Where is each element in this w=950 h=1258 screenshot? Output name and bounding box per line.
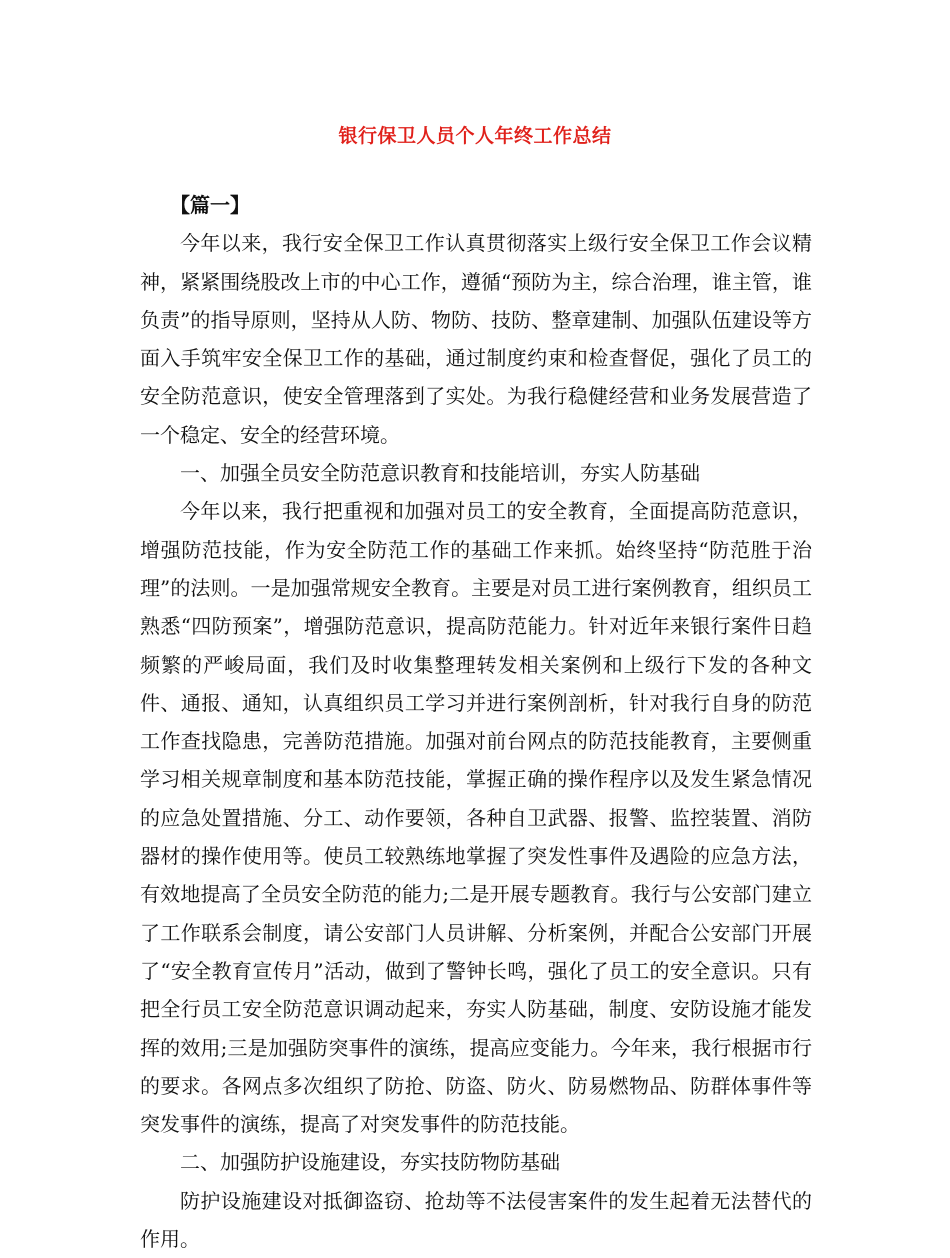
paragraph-section-2: 防护设施建设对抵御盗窃、抢劫等不法侵害案件的发生起着无法替代的作用。: [140, 1188, 812, 1252]
document-body: [140, 186, 812, 1258]
section-label: 【篇一】: [170, 193, 250, 217]
heading-section-2: 二、加强防护设施建设，夯实技防物防基础: [180, 1150, 560, 1175]
paragraph-intro: 今年以来，我行安全保卫工作认真贯彻落实上级行安全保卫工作会议精神，紧紧围绕股改上市的中心工作，遵循“预防为主，综合治理，谁主管，谁负责”的指导原则，坚持从人防、物防、技防、整章建制、加强队伍建设等方面入手筑牢安全保卫工作的基础，通过制度约束和检查督促，强化了员工的安全防范意识，使安全管理落到了实处。为我行稳健经营和业务发展营造了一个稳定、安全的经营环境。: [140, 231, 812, 447]
paragraph-section-1: 今年以来，我行把重视和加强对员工的安全教育，全面提高防范意识，增强防范技能，作为安全防范工作的基础工作来抓。始终坚持“防范胜于治理”的法则。一是加强常规安全教育。主要是对员工进行案例教育，组织员工熟悉“四防预案”，增强防范意识，提高防范能力。针对近年来银行案件日趋频繁的严峻局面，我们及时收集整理转发相关案例和上级行下发的各种文件、通报、通知，认真组织员工学习并进行案例剖析，针对我行自身的防范工作查找隐患，完善防范措施。加强对前台网点的防范技能教育，主要侧重学习相关规章制度和基本防范技能，掌握正确的操作程序以及发生紧急情况的应急处置措施、分工、动作要领，各种自卫武器、报警、监控装置、消防器材的操作使用等。使员工较熟练地掌握了突发性事件及遇险的应急方法，有效地提高了全员安全防范的能力;二是开展专题教育。我行与公安部门建立了工作联系会制度，请公安部门人员讲解、分析案例，并配合公安部门开展了“安全教育宣传月”活动，做到了警钟长鸣，强化了员工的安全意识。只有把全行员工安全防范意识调动起来，夯实人防基础，制度、安防设施才能发挥的效用;三是加强防突事件的演练，提高应变能力。今年来，我行根据市行的要求。各网点多次组织了防抢、防盗、防火、防易燃物品、防群体事件等突发事件的演练，提高了对突发事件的防范技能。: [140, 499, 812, 1137]
heading-section-1: 一、加强全员安全防范意识教育和技能培训，夯实人防基础: [180, 461, 700, 486]
document-title: 银行保卫人员个人年终工作总结: [338, 125, 612, 147]
